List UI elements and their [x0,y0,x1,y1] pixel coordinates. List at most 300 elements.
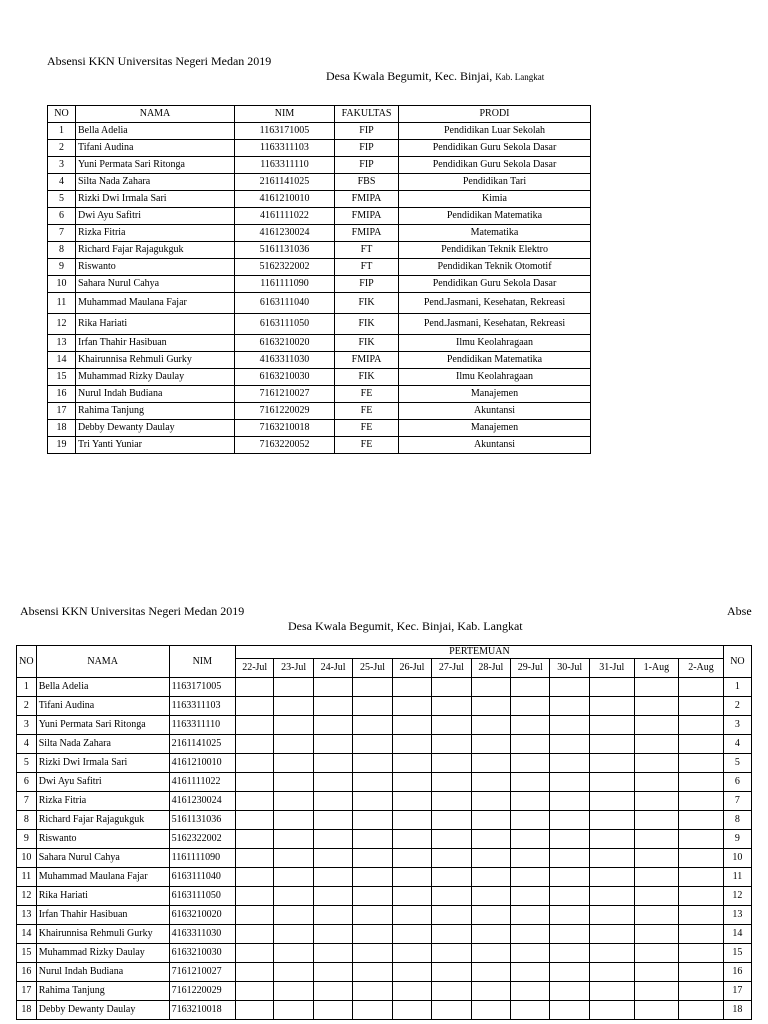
attendance-cell [274,906,313,925]
attendance-cell [274,944,313,963]
doc2-header-row-1 [17,646,752,659]
col-header-date: 24-Jul [313,659,352,678]
attendance-cell [313,697,352,716]
row-nama: Richard Fajar Rajagukguk [36,811,169,830]
row-no: 5 [17,754,37,773]
row-nim: 1163311103 [169,697,235,716]
table-row [17,849,752,868]
col-header-date: 29-Jul [511,659,550,678]
row-nim: 7163220052 [235,437,335,454]
row-prodi: Pendidikan Luar Sekolah [399,123,591,140]
attendance-cell [274,849,313,868]
doc1-title: Absensi KKN Universitas Negeri Medan 2019 [47,54,272,68]
attendance-cell [236,773,274,792]
row-no: 2 [48,140,76,157]
table-row [17,925,752,944]
attendance-cell [511,811,550,830]
row-no: 1 [48,123,76,140]
table-row [17,1001,752,1020]
row-no: 9 [48,259,76,276]
table-row [17,830,752,849]
row-no-right: 10 [723,849,751,868]
attendance-cell [392,849,431,868]
attendance-cell [550,678,589,697]
attendance-cell [353,849,392,868]
attendance-cell [511,716,550,735]
attendance-cell [634,868,679,887]
row-no: 18 [17,1001,37,1020]
row-nim: 6163111050 [169,887,235,906]
table-row [17,716,752,735]
table-row [48,335,591,352]
row-nama: Nurul Indah Budiana [76,386,235,403]
attendance-cell [589,735,634,754]
row-no-right: 18 [723,1001,751,1020]
attendance-cell [236,925,274,944]
attendance-cell [392,906,431,925]
attendance-cell [589,792,634,811]
attendance-cell [236,906,274,925]
attendance-cell [550,830,589,849]
attendance-cell [353,868,392,887]
table-row [48,174,591,191]
row-nama: Irfan Thahir Hasibuan [76,335,235,352]
attendance-cell [392,697,431,716]
attendance-cell [511,773,550,792]
doc2-location: Desa Kwala Begumit, Kec. Binjai, Kab. Langkat [288,619,523,633]
attendance-cell [313,982,352,1001]
attendance-cell [432,773,471,792]
col-header-prodi: PRODI [399,106,591,123]
table-row [17,678,752,697]
row-no-right: 1 [723,678,751,697]
attendance-cell [550,735,589,754]
attendance-cell [274,754,313,773]
row-no: 13 [17,906,37,925]
col-header-date: 2-Aug [679,659,724,678]
attendance-cell [589,963,634,982]
row-nim: 7163210018 [235,420,335,437]
row-prodi: Ilmu Keolahragaan [399,369,591,386]
attendance-cell [274,925,313,944]
row-fakultas: FIK [335,293,399,314]
attendance-cell [550,773,589,792]
row-no: 9 [17,830,37,849]
table-row [17,773,752,792]
row-prodi: Pendidikan Guru Sekola Dasar [399,276,591,293]
attendance-cell [274,887,313,906]
row-nama: Muhammad Rizky Daulay [76,369,235,386]
row-nama: Sahara Nurul Cahya [76,276,235,293]
row-no: 1 [17,678,37,697]
row-no-right: 8 [723,811,751,830]
row-nama: Tri Yanti Yuniar [76,437,235,454]
attendance-cell [432,925,471,944]
col-header-date: 23-Jul [274,659,313,678]
row-nama: Silta Nada Zahara [76,174,235,191]
attendance-cell [274,811,313,830]
attendance-cell [471,849,510,868]
attendance-cell [236,792,274,811]
attendance-cell [432,811,471,830]
col-header-date: 31-Jul [589,659,634,678]
attendance-cell [589,887,634,906]
attendance-cell [432,982,471,1001]
table-row [48,242,591,259]
doc1-table-body [48,123,591,454]
attendance-cell [471,773,510,792]
row-no: 6 [17,773,37,792]
row-prodi: Pendidikan Matematika [399,352,591,369]
row-nim: 6163210030 [235,369,335,386]
row-no: 16 [48,386,76,403]
doc2-attendance-table [16,645,752,1020]
table-row [48,276,591,293]
row-no: 8 [48,242,76,259]
attendance-cell [353,963,392,982]
row-nim: 6163210020 [235,335,335,352]
table-row [17,735,752,754]
row-nama: Tifani Audina [36,697,169,716]
doc1-location [326,69,544,84]
attendance-cell [679,735,724,754]
row-no: 4 [17,735,37,754]
row-nim: 6163111040 [235,293,335,314]
row-no-right: 14 [723,925,751,944]
row-no-right: 4 [723,735,751,754]
attendance-cell [353,887,392,906]
row-prodi: Pend.Jasmani, Kesehatan, Rekreasi [399,314,591,335]
attendance-cell [679,716,724,735]
row-nama: Khairunnisa Rehmuli Gurky [36,925,169,944]
row-no-right: 9 [723,830,751,849]
row-no: 17 [48,403,76,420]
row-no-right: 7 [723,792,751,811]
table-row [17,963,752,982]
row-no-right: 6 [723,773,751,792]
attendance-cell [511,868,550,887]
attendance-cell [679,811,724,830]
attendance-cell [634,982,679,1001]
attendance-cell [353,1001,392,1020]
col-header-pertemuan: PERTEMUAN [236,646,724,659]
attendance-cell [236,735,274,754]
attendance-cell [634,735,679,754]
row-no: 7 [48,225,76,242]
row-fakultas: FIP [335,140,399,157]
attendance-cell [392,1001,431,1020]
doc1-member-table [47,105,591,454]
row-prodi: Manajemen [399,420,591,437]
attendance-cell [236,716,274,735]
row-fakultas: FE [335,403,399,420]
row-nim: 7163210018 [169,1001,235,1020]
row-fakultas: FE [335,437,399,454]
row-no: 11 [48,293,76,314]
attendance-cell [353,925,392,944]
attendance-cell [511,906,550,925]
row-nama: Debby Dewanty Daulay [76,420,235,437]
attendance-cell [313,792,352,811]
attendance-cell [589,982,634,1001]
table-row [48,191,591,208]
row-nim: 2161141025 [169,735,235,754]
attendance-cell [550,982,589,1001]
attendance-cell [432,754,471,773]
attendance-cell [550,963,589,982]
attendance-cell [432,887,471,906]
attendance-cell [313,906,352,925]
col-header-no: NO [17,646,37,678]
row-nim: 7161210027 [235,386,335,403]
attendance-cell [353,792,392,811]
attendance-cell [511,849,550,868]
attendance-cell [679,830,724,849]
attendance-cell [634,944,679,963]
attendance-cell [353,678,392,697]
attendance-cell [471,963,510,982]
row-no: 12 [48,314,76,335]
attendance-cell [392,887,431,906]
attendance-cell [589,925,634,944]
row-nim: 2161141025 [235,174,335,191]
row-nama: Rahima Tanjung [76,403,235,420]
row-no: 16 [17,963,37,982]
row-no: 10 [17,849,37,868]
attendance-cell [236,982,274,1001]
attendance-cell [313,963,352,982]
row-fakultas: FMIPA [335,225,399,242]
attendance-cell [471,735,510,754]
attendance-cell [392,963,431,982]
attendance-cell [313,735,352,754]
attendance-cell [353,811,392,830]
row-nim: 6163210020 [169,906,235,925]
row-no: 7 [17,792,37,811]
attendance-cell [353,773,392,792]
attendance-cell [471,944,510,963]
attendance-cell [274,735,313,754]
attendance-cell [432,716,471,735]
attendance-cell [679,754,724,773]
attendance-cell [589,830,634,849]
table-row [17,982,752,1001]
row-no: 4 [48,174,76,191]
table-row [48,208,591,225]
row-fakultas: FIK [335,314,399,335]
attendance-cell [511,678,550,697]
row-fakultas: FT [335,242,399,259]
row-prodi: Kimia [399,191,591,208]
col-header-nim: NIM [235,106,335,123]
attendance-cell [550,1001,589,1020]
table-row [48,314,591,335]
table-row [48,352,591,369]
row-nim: 4163311030 [169,925,235,944]
table-row [48,369,591,386]
col-header-date: 1-Aug [634,659,679,678]
row-no: 14 [48,352,76,369]
attendance-cell [274,1001,313,1020]
row-prodi: Pendidikan Teknik Elektro [399,242,591,259]
attendance-cell [236,944,274,963]
attendance-cell [432,944,471,963]
row-no: 10 [48,276,76,293]
attendance-cell [274,697,313,716]
col-header-date: 22-Jul [236,659,274,678]
table-row [48,420,591,437]
col-header-nama: NAMA [36,646,169,678]
attendance-cell [236,678,274,697]
attendance-cell [313,868,352,887]
attendance-cell [274,678,313,697]
attendance-cell [634,811,679,830]
row-prodi: Manajemen [399,386,591,403]
attendance-cell [392,811,431,830]
attendance-cell [550,906,589,925]
table-row [17,811,752,830]
attendance-cell [392,868,431,887]
row-fakultas: FIP [335,157,399,174]
row-nim: 5162322002 [169,830,235,849]
col-header-date: 27-Jul [432,659,471,678]
attendance-cell [236,697,274,716]
attendance-cell [550,792,589,811]
attendance-cell [353,716,392,735]
attendance-cell [550,868,589,887]
attendance-cell [679,982,724,1001]
table-row [17,868,752,887]
row-nim: 1163311103 [235,140,335,157]
attendance-cell [634,925,679,944]
attendance-cell [550,811,589,830]
attendance-cell [274,963,313,982]
attendance-cell [511,925,550,944]
attendance-cell [432,697,471,716]
attendance-cell [679,792,724,811]
col-header-no-right: NO [723,646,751,678]
row-fakultas: FIP [335,123,399,140]
row-no: 12 [17,887,37,906]
row-no-right: 11 [723,868,751,887]
attendance-cell [432,678,471,697]
row-prodi: Pend.Jasmani, Kesehatan, Rekreasi [399,293,591,314]
attendance-cell [432,906,471,925]
row-nim: 4161111022 [169,773,235,792]
attendance-cell [313,1001,352,1020]
attendance-cell [634,792,679,811]
row-prodi: Pendidikan Matematika [399,208,591,225]
attendance-cell [313,678,352,697]
attendance-cell [471,887,510,906]
row-fakultas: FIP [335,276,399,293]
table-row [48,140,591,157]
row-prodi: Pendidikan Tari [399,174,591,191]
doc2-table-body [17,678,752,1020]
row-no: 15 [48,369,76,386]
col-header-date: 28-Jul [471,659,510,678]
attendance-cell [634,716,679,735]
attendance-cell [392,944,431,963]
row-no: 2 [17,697,37,716]
attendance-cell [313,944,352,963]
attendance-cell [511,792,550,811]
row-no: 17 [17,982,37,1001]
attendance-cell [432,868,471,887]
row-nim: 7161220029 [235,403,335,420]
doc1-location-main: Desa Kwala Begumit, Kec. Binjai, [326,69,493,83]
row-no: 5 [48,191,76,208]
row-fakultas: FE [335,420,399,437]
attendance-cell [432,963,471,982]
doc2-title-cut: Abse [727,604,752,618]
row-nama: Riswanto [36,830,169,849]
attendance-cell [511,1001,550,1020]
doc1-location-small: Kab. Langkat [495,72,545,82]
row-fakultas: FIK [335,335,399,352]
row-no: 3 [17,716,37,735]
table-row [48,403,591,420]
attendance-cell [274,830,313,849]
col-header-no: NO [48,106,76,123]
row-prodi: Pendidikan Guru Sekola Dasar [399,157,591,174]
row-nim: 1163311110 [235,157,335,174]
row-no-right: 15 [723,944,751,963]
col-header-date: 26-Jul [392,659,431,678]
attendance-cell [236,963,274,982]
attendance-cell [353,982,392,1001]
row-no: 14 [17,925,37,944]
attendance-cell [432,1001,471,1020]
attendance-cell [353,830,392,849]
table-row [48,225,591,242]
attendance-cell [589,697,634,716]
attendance-cell [589,1001,634,1020]
attendance-cell [679,868,724,887]
row-nama: Riswanto [76,259,235,276]
attendance-cell [432,792,471,811]
row-prodi: Pendidikan Guru Sekola Dasar [399,140,591,157]
attendance-cell [471,678,510,697]
attendance-cell [679,925,724,944]
row-nama: Dwi Ayu Safitri [36,773,169,792]
attendance-cell [432,849,471,868]
doc2-title: Absensi KKN Universitas Negeri Medan 2019 [20,604,245,618]
attendance-cell [679,944,724,963]
row-nama: Rizka Fitria [76,225,235,242]
attendance-cell [511,963,550,982]
attendance-cell [679,697,724,716]
row-prodi: Akuntansi [399,403,591,420]
row-no: 19 [48,437,76,454]
attendance-cell [392,982,431,1001]
attendance-cell [589,944,634,963]
row-nim: 1163171005 [169,678,235,697]
row-nama: Muhammad Rizky Daulay [36,944,169,963]
row-nama: Khairunnisa Rehmuli Gurky [76,352,235,369]
attendance-cell [471,716,510,735]
attendance-cell [550,697,589,716]
attendance-cell [471,792,510,811]
row-nim: 5162322002 [235,259,335,276]
attendance-cell [634,963,679,982]
row-nim: 1163171005 [235,123,335,140]
table-row [17,697,752,716]
table-row [17,887,752,906]
table-row [17,754,752,773]
attendance-cell [471,754,510,773]
attendance-cell [471,906,510,925]
